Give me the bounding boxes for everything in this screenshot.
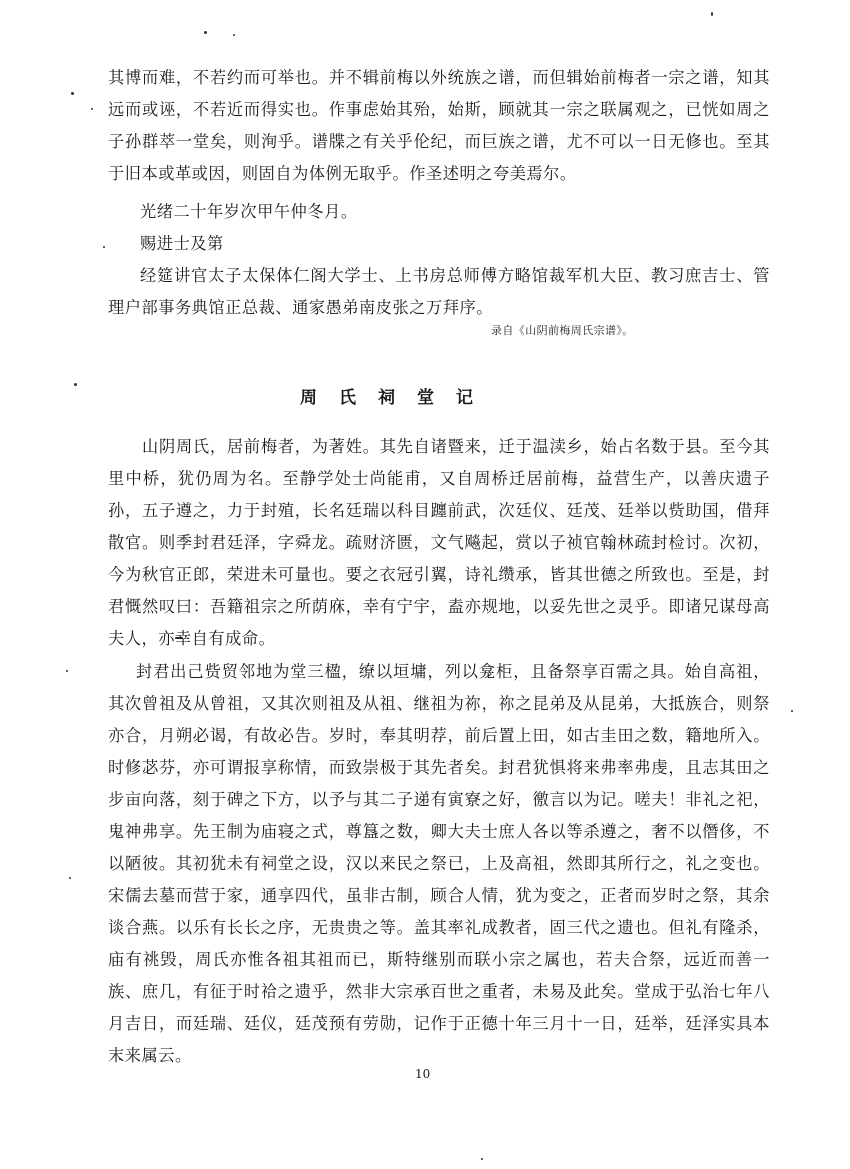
source-note: 录自《山阴前梅周氏宗谱》。	[491, 324, 634, 337]
scan-speck	[791, 710, 793, 712]
preface-paragraph: 其博而难，不若约而可举也。并不辑前梅以外统族之谱，而但辑始前梅者一宗之谱，知其远而或诬，不若近而得实也。作事虑始其殆，始斯，顾就其一宗之联属观之，已恍如周之子孙群萃一堂矣，则洵乎。谱牒之有关乎伦纪，而巨族之谱，尤不可以一日无修也。至其于旧本或革或因，则固自为体例无取乎。作圣述明之夸美焉尔。	[108, 68, 770, 183]
preface-date-line: 光绪二十年岁次甲午仲冬月。	[140, 202, 358, 221]
scan-speck	[711, 12, 713, 16]
scan-speck	[71, 92, 74, 95]
scan-speck	[69, 877, 71, 879]
article-title: 周氏祠堂记	[300, 388, 495, 408]
article-paragraph: 山阴周氏，居前梅者，为著姓。其先自诸暨来，迁于温渎乡，始占名数于县。至今其里中桥，犹仍周为名。至静学处士尚能甫，又自周桥迁居前梅，益营生产，以善庆遗子孙，五子遵之，力于封殖，长名廷瑞以科目躔前武，次廷仪、廷茂、廷举以赀助国，借拜散官。则季封君廷泽，字舜龙。疏财济匮，文气飚起，赏以子祯官翰林疏封检讨。次初，今为秋官正郎，荣进未可量也。要之衣冠引翼，诗礼缵承，皆其世德之所致也。至是，封君慨然叹曰：吾籍祖宗之所荫庥，幸有宁宇，盍亦规地，以妥先世之灵乎。即诸兄谋母高夫人，亦幸自有成命。	[108, 437, 770, 648]
scan-speck	[233, 34, 235, 36]
article-paragraph: 封君出己赀贸邻地为堂三楹，缭以垣墉，列以龛柜，且备祭享百需之具。始自高祖，其次曾祖及从曾祖，又其次则祖及从祖、继祖为祢，祢之昆弟及从昆弟，大抵族合，则祭亦合，月朔必谒，有故必告。岁时，奉其明荐，前后置上田，如古圭田之数，籍地所入。时修苾芬，亦可谓报享称情，而致崇极于其先者矣。封君犹惧将来弗率弗虔，且志其田之步亩向落，刻于碑之下方，以予与其二子递有寅寮之好，徼言以为记。嗟夫！非礼之祀，鬼神弗享。先王制为庙寝之式，尊簋之数，卿大夫士庶人各以等杀遵之，奢不以僭侈，不以陋彼。其初犹未有祠堂之设，汉以来民之祭已，上及高祖，然即其所行之，礼之变也。宋儒去墓而营于家，通享四代，虽非古制，顾合人情，犹为变之，正者而岁时之祭，其余谈合燕。以乐有长长之序，无贵贵之等。盖其率礼成教者，固三代之遗也。但礼有隆杀，庙有祧毁，周氏亦惟各祖其祖而已，斯特继别而联小宗之属也，若夫合祭，远近而善一族、庶几，有征于时祫之遗乎，然非大宗承百世之重者，未易及此矣。堂成于弘治七年八月吉日，而廷瑞、廷仪，廷茂预有劳勋，记作于正德十年三月十一日，廷举，廷泽实具本末来属云。	[108, 662, 770, 1065]
preface-signature: 经筵讲官太子太保体仁阁大学士、上书房总师傅方略馆裁军机大臣、教习庶吉士、管理户部事务典馆正总裁、通家愚弟南皮张之万拜序。	[108, 266, 770, 317]
scan-speck	[103, 246, 105, 248]
scan-speck	[204, 31, 207, 34]
scan-speck	[66, 670, 68, 672]
scan-speck	[481, 1158, 483, 1160]
scan-speck	[74, 383, 77, 386]
scan-speck	[91, 108, 93, 110]
page-number: 10	[415, 1067, 431, 1081]
preface-honor-line: 赐进士及第	[140, 234, 224, 253]
